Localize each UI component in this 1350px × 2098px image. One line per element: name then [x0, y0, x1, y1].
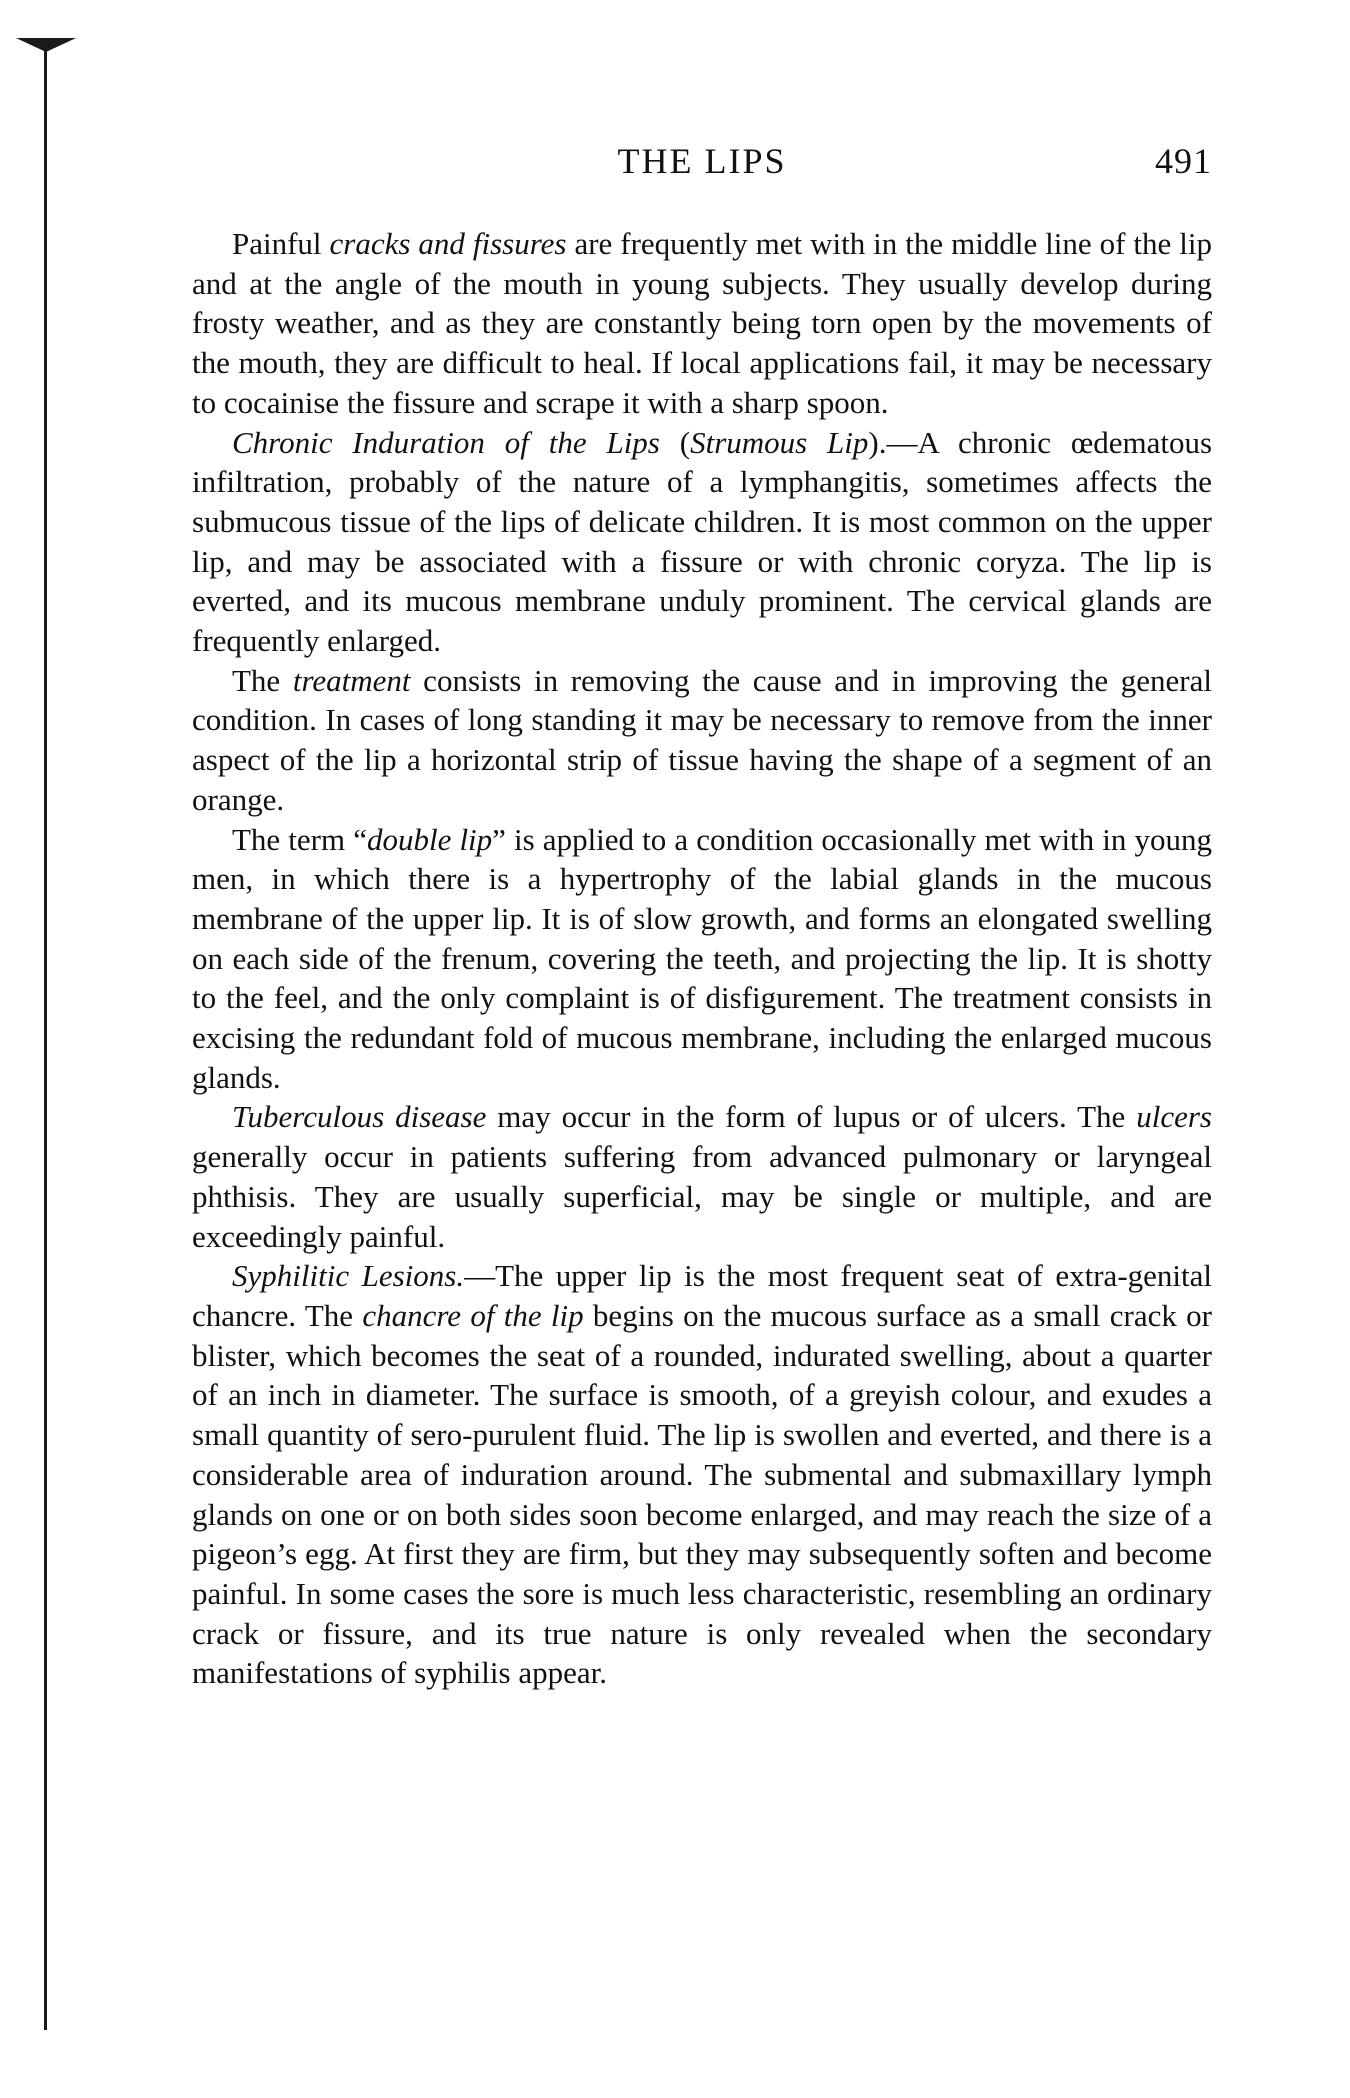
body-text	[192, 224, 1212, 1693]
text-run: begins on the mucous surface as a small crack or blister, which becomes the seat of a rounded, indurated swelling, about a quarter of an inch in diameter. The surface is smooth, of a greyish colour, and exudes a small quantity of sero-purulent fluid. The lip is swollen and everted, and there is a considerable area of induration around. The submental and submaxillary lymph glands on one or on both sides soon become enlarged, and may reach the size of a pigeon’s egg. At first they are firm, but they may subsequently soften and become painful. In some cases the sore is much less characteristic, resembling an ordinary crack or fissure, and its true nature is only revealed when the secondary manifestations of syphilis appear.	[192, 1297, 1212, 1691]
italic-run: chancre of the lip	[362, 1297, 584, 1333]
running-head	[192, 140, 1212, 184]
paragraph	[192, 661, 1212, 820]
page-title: THE LIPS	[617, 141, 787, 181]
page-number: 491	[1155, 141, 1212, 181]
text-run: generally occur in patients suffering from advanced pulmonary or laryngeal phthisis. They are usually superficial, may be single or multiple, and are exceedingly painful.	[192, 1139, 1212, 1254]
text-run: may occur in the form of lupus or of ulcers. The	[486, 1099, 1137, 1135]
text-run: The term “	[232, 821, 367, 857]
italic-run: Syphilitic Lesions.	[232, 1258, 465, 1294]
text-run: (	[659, 424, 691, 460]
text-run: ” is applied to a condition occasionally met with in young men, in which there is a hypertrophy of the labial glands in the mucous membrane of the upper lip. It is of slow growth, and forms an elongated swelling on each side of the frenum, covering the teeth, and projecting the lip. It is shotty to the feel, and the only complaint is of disfigurement. The treatment consists in excising the redundant fold of mucous membrane, including the enlarged mucous glands.	[192, 821, 1212, 1095]
italic-run: Tuberculous disease	[232, 1099, 487, 1135]
text-run: consists in removing the cause and in improving the general condition. In cases of long standing it may be necessary to remove from the inner aspect of the lip a horizontal strip of tissue having the shape of a segment of an orange.	[192, 662, 1212, 817]
paragraph	[192, 224, 1212, 423]
text-run: The	[232, 662, 293, 698]
italic-run: treatment	[292, 662, 411, 698]
text-run: are frequently met with in the middle line of the lip and at the angle of the mouth in young subjects. They usually develop during frosty weather, and as they are constantly being torn open by the movements of the mouth, they are difficult to heal. If local applications fail, it may be necessary to cocainise the fissure and scrape it with a sharp spoon.	[192, 226, 1212, 420]
italic-run: ulcers	[1136, 1099, 1212, 1135]
margin-rule	[44, 40, 47, 2030]
paragraph	[192, 820, 1212, 1098]
paragraph	[192, 1097, 1212, 1256]
italic-run: double lip	[366, 821, 493, 857]
italic-run: Strumous Lip	[690, 424, 869, 460]
italic-run: Chronic Induration of the Lips	[232, 424, 660, 460]
paragraph	[192, 423, 1212, 661]
italic-run: cracks and fissures	[329, 226, 567, 261]
text-run: ).—A chronic œdematous infiltration, probably of the nature of a lymphangitis, sometimes affects the submucous tissue of the lips of delicate children. It is most common on the upper lip, and may be associated with a fissure or with chronic coryza. The lip is everted, and its mucous membrane unduly prominent. The cervical glands are frequently enlarged.	[192, 424, 1213, 659]
text-run: —The upper lip is the most frequent seat of extra-genital chancre. The	[192, 1258, 1212, 1333]
text-run: Painful	[232, 226, 330, 261]
paragraph	[192, 1256, 1212, 1693]
